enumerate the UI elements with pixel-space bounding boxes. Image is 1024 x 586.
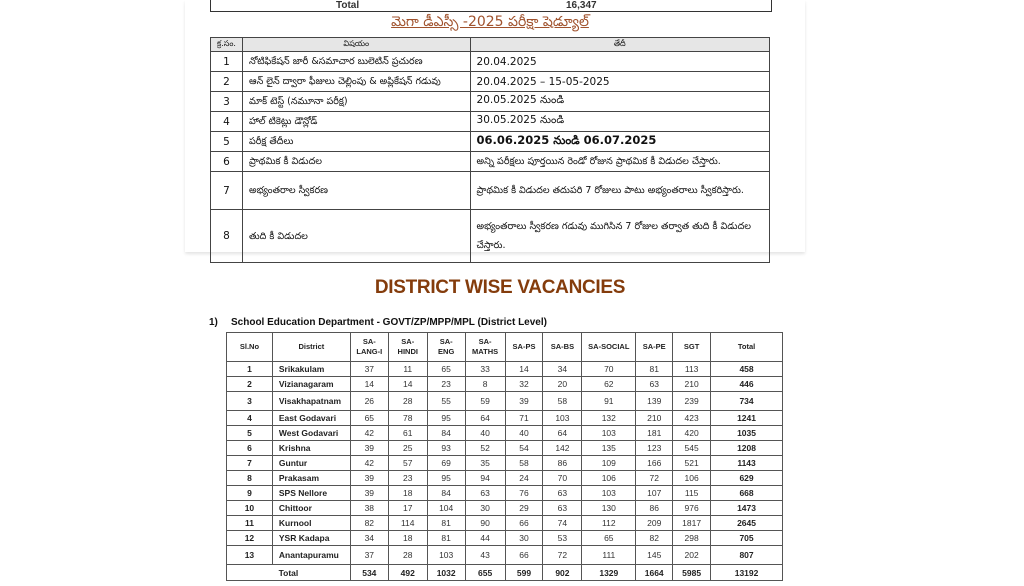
row-date: 20.04.2025 – 15-05-2025 [470, 72, 769, 92]
cell: 82 [350, 516, 388, 531]
district-name: East Godavari [272, 411, 350, 426]
cell: 139 [636, 392, 673, 411]
table-row [227, 411, 783, 426]
district-name: Visakhapatnam [272, 392, 350, 411]
cell: 34 [543, 362, 582, 377]
cell: 23 [388, 471, 427, 486]
district-vacancies-table [226, 332, 783, 581]
district-vacancies-title: DISTRICT WISE VACANCIES [374, 277, 626, 298]
total-cell: 534 [350, 565, 388, 581]
cell: 64 [465, 411, 505, 426]
cell: 12 [227, 531, 273, 546]
total-cell: 902 [543, 565, 582, 581]
cell: 70 [543, 471, 582, 486]
cell: 42 [350, 456, 388, 471]
schedule-row [211, 152, 770, 172]
row-date: 20.04.2025 [470, 52, 769, 72]
cell: 166 [636, 456, 673, 471]
cell: 58 [543, 392, 582, 411]
cell: 103 [582, 486, 636, 501]
cell: 2 [227, 377, 273, 392]
cell: 8 [465, 377, 505, 392]
cell: 130 [582, 501, 636, 516]
cell: 458 [711, 362, 783, 377]
cell: 8 [227, 471, 273, 486]
row-number: 5 [211, 132, 243, 152]
section-number: 1) [209, 317, 218, 328]
cell: 145 [636, 546, 673, 565]
table-row [227, 456, 783, 471]
cell: 545 [673, 441, 711, 456]
cell: 82 [636, 531, 673, 546]
row-date: 20.05.2025 నుండి [470, 92, 769, 112]
cell: 72 [543, 546, 582, 565]
row-subject: ఆన్ లైన్ ద్వారా ఫీజులు చెల్లింపు & అప్లికేషన్ గడువు [242, 72, 470, 92]
cell: 2645 [711, 516, 783, 531]
cell: 4 [227, 411, 273, 426]
cell: 24 [505, 471, 543, 486]
table-row [227, 471, 783, 486]
cell: 28 [388, 392, 427, 411]
cell: 210 [673, 377, 711, 392]
cell: 90 [465, 516, 505, 531]
total-cell: 599 [505, 565, 543, 581]
table-row [227, 441, 783, 456]
schedule-row [211, 52, 770, 72]
row-date: అభ్యంతరాలు స్వీకరణ గడువు ముగిసిన 7 రోజుల తర్వాత తుది కీ విడుదల చేస్తారు. [470, 210, 769, 263]
cell: 123 [636, 441, 673, 456]
schedule-header: క్ర.సం. [211, 38, 243, 52]
column-header: SA-SOCIAL [582, 333, 636, 362]
cell: 106 [582, 471, 636, 486]
column-header: SA-PE [636, 333, 673, 362]
column-header: SA- MATHS [465, 333, 505, 362]
cell: 34 [350, 531, 388, 546]
row-subject: మాక్ టెస్ట్ (నమూనా పరీక్ష) [242, 92, 470, 112]
column-header: District [272, 333, 350, 362]
cell: 64 [543, 426, 582, 441]
row-subject: తుది కీ విడుదల [242, 210, 470, 263]
table-row [227, 392, 783, 411]
cell: 298 [673, 531, 711, 546]
schedule-row [211, 210, 770, 263]
cell: 39 [350, 471, 388, 486]
cell: 142 [543, 441, 582, 456]
cell: 106 [673, 471, 711, 486]
row-number: 2 [211, 72, 243, 92]
table-row [227, 486, 783, 501]
cell: 107 [636, 486, 673, 501]
cell: 69 [427, 456, 465, 471]
row-subject: అభ్యంతరాల స్వీకరణ [242, 172, 470, 210]
total-cell: 655 [465, 565, 505, 581]
cell: 5 [227, 426, 273, 441]
row-date: అన్ని పరీక్షలు పూర్తయిన రెండో రోజున ప్రాథమిక కీ విడుదల చేస్తారు. [470, 152, 769, 172]
cell: 58 [505, 456, 543, 471]
cell: 1035 [711, 426, 783, 441]
cell: 63 [465, 486, 505, 501]
cell: 86 [543, 456, 582, 471]
cell: 11 [227, 516, 273, 531]
cell: 71 [505, 411, 543, 426]
cell: 42 [350, 426, 388, 441]
cell: 705 [711, 531, 783, 546]
previous-total-label: Total [336, 0, 360, 11]
previous-total-value: 16,347 [566, 0, 597, 11]
row-date: ప్రాథమిక కీ విడుదల తదుపరి 7 రోజులు పాటు అభ్యంతరాలు స్వీకరిస్తారు. [470, 172, 769, 210]
cell: 181 [636, 426, 673, 441]
cell: 40 [465, 426, 505, 441]
table-row [227, 426, 783, 441]
cell: 111 [582, 546, 636, 565]
table-row [227, 362, 783, 377]
cell: 43 [465, 546, 505, 565]
district-name: Prakasam [272, 471, 350, 486]
cell: 734 [711, 392, 783, 411]
cell: 91 [582, 392, 636, 411]
schedule-row [211, 172, 770, 210]
cell: 109 [582, 456, 636, 471]
total-label: Total [227, 565, 351, 581]
row-subject: నోటిఫికేషన్ జారీ &సమాచార బులెటిన్ ప్రచురణ [242, 52, 470, 72]
column-header: SGT [673, 333, 711, 362]
cell: 84 [427, 426, 465, 441]
cell: 103 [427, 546, 465, 565]
cell: 74 [543, 516, 582, 531]
cell: 1208 [711, 441, 783, 456]
district-name: Guntur [272, 456, 350, 471]
district-name: Anantapuramu [272, 546, 350, 565]
cell: 95 [427, 471, 465, 486]
cell: 18 [388, 486, 427, 501]
cell: 3 [227, 392, 273, 411]
column-header: Sl.No [227, 333, 273, 362]
row-number: 6 [211, 152, 243, 172]
cell: 132 [582, 411, 636, 426]
cell: 10 [227, 501, 273, 516]
cell: 61 [388, 426, 427, 441]
total-cell: 13192 [711, 565, 783, 581]
cell: 7 [227, 456, 273, 471]
row-date: 30.05.2025 నుండి [470, 112, 769, 132]
cell: 807 [711, 546, 783, 565]
cell: 39 [505, 392, 543, 411]
cell: 44 [465, 531, 505, 546]
cell: 84 [427, 486, 465, 501]
cell: 39 [350, 441, 388, 456]
cell: 37 [350, 546, 388, 565]
cell: 39 [350, 486, 388, 501]
schedule-row [211, 72, 770, 92]
cell: 113 [673, 362, 711, 377]
cell: 114 [388, 516, 427, 531]
cell: 72 [636, 471, 673, 486]
cell: 239 [673, 392, 711, 411]
cell: 115 [673, 486, 711, 501]
cell: 38 [350, 501, 388, 516]
cell: 14 [388, 377, 427, 392]
schedule-row [211, 92, 770, 112]
table-row [227, 516, 783, 531]
cell: 1241 [711, 411, 783, 426]
cell: 30 [465, 501, 505, 516]
column-header: SA-BS [543, 333, 582, 362]
cell: 104 [427, 501, 465, 516]
row-subject: హాల్ టికెట్లు డౌన్లోడ్ [242, 112, 470, 132]
cell: 13 [227, 546, 273, 565]
row-number: 7 [211, 172, 243, 210]
table-row [227, 546, 783, 565]
cell: 86 [636, 501, 673, 516]
cell: 78 [388, 411, 427, 426]
row-number: 8 [211, 210, 243, 263]
cell: 20 [543, 377, 582, 392]
cell: 35 [465, 456, 505, 471]
total-row [227, 565, 783, 581]
cell: 18 [388, 531, 427, 546]
cell: 14 [505, 362, 543, 377]
cell: 65 [582, 531, 636, 546]
cell: 103 [543, 411, 582, 426]
cell: 65 [427, 362, 465, 377]
row-number: 4 [211, 112, 243, 132]
cell: 202 [673, 546, 711, 565]
cell: 976 [673, 501, 711, 516]
cell: 81 [636, 362, 673, 377]
district-name: Vizianagaram [272, 377, 350, 392]
cell: 420 [673, 426, 711, 441]
cell: 112 [582, 516, 636, 531]
cell: 33 [465, 362, 505, 377]
column-header: SA-PS [505, 333, 543, 362]
cell: 95 [427, 411, 465, 426]
cell: 1473 [711, 501, 783, 516]
schedule-row [211, 132, 770, 152]
cell: 446 [711, 377, 783, 392]
cell: 135 [582, 441, 636, 456]
previous-table-total-row [210, 0, 772, 12]
district-name: West Godavari [272, 426, 350, 441]
cell: 81 [427, 531, 465, 546]
cell: 29 [505, 501, 543, 516]
table-row [227, 501, 783, 516]
table-row [227, 531, 783, 546]
total-cell: 1032 [427, 565, 465, 581]
section-title: School Education Department - GOVT/ZP/MPP/MPL (District Level) [231, 317, 547, 328]
cell: 9 [227, 486, 273, 501]
cell: 37 [350, 362, 388, 377]
cell: 26 [350, 392, 388, 411]
cell: 59 [465, 392, 505, 411]
cell: 668 [711, 486, 783, 501]
cell: 66 [505, 546, 543, 565]
cell: 63 [543, 501, 582, 516]
column-header: SA- LANG-I [350, 333, 388, 362]
district-name: SPS Nellore [272, 486, 350, 501]
cell: 11 [388, 362, 427, 377]
district-name: Srikakulam [272, 362, 350, 377]
cell: 210 [636, 411, 673, 426]
district-name: YSR Kadapa [272, 531, 350, 546]
total-cell: 492 [388, 565, 427, 581]
cell: 14 [350, 377, 388, 392]
cell: 6 [227, 441, 273, 456]
row-number: 3 [211, 92, 243, 112]
cell: 423 [673, 411, 711, 426]
total-cell: 1329 [582, 565, 636, 581]
cell: 521 [673, 456, 711, 471]
cell: 629 [711, 471, 783, 486]
total-cell: 1664 [636, 565, 673, 581]
cell: 1817 [673, 516, 711, 531]
cell: 53 [543, 531, 582, 546]
row-number: 1 [211, 52, 243, 72]
row-subject: పరీక్ష తేదీలు [242, 132, 470, 152]
cell: 40 [505, 426, 543, 441]
exam-schedule-table [210, 37, 770, 263]
schedule-title: మెగా డీఎస్సీ -2025 పరీక్షా షెడ్యూల్ [391, 14, 589, 30]
row-date: 06.06.2025 నుండి 06.07.2025 [470, 132, 769, 152]
section-heading [209, 317, 547, 328]
column-header: SA- HINDI [388, 333, 427, 362]
cell: 25 [388, 441, 427, 456]
schedule-header: తేదీ [470, 38, 769, 52]
cell: 1 [227, 362, 273, 377]
total-cell: 5985 [673, 565, 711, 581]
column-header: Total [711, 333, 783, 362]
table-row [227, 377, 783, 392]
district-name: Kurnool [272, 516, 350, 531]
cell: 70 [582, 362, 636, 377]
cell: 63 [543, 486, 582, 501]
schedule-row [211, 112, 770, 132]
cell: 66 [505, 516, 543, 531]
column-header: SA- ENG [427, 333, 465, 362]
district-name: Chittoor [272, 501, 350, 516]
cell: 81 [427, 516, 465, 531]
schedule-header: విషయం [242, 38, 470, 52]
cell: 28 [388, 546, 427, 565]
cell: 62 [582, 377, 636, 392]
cell: 209 [636, 516, 673, 531]
cell: 1143 [711, 456, 783, 471]
cell: 30 [505, 531, 543, 546]
cell: 103 [582, 426, 636, 441]
row-subject: ప్రాథమిక కీ విడుదల [242, 152, 470, 172]
district-name: Krishna [272, 441, 350, 456]
cell: 52 [465, 441, 505, 456]
cell: 65 [350, 411, 388, 426]
cell: 17 [388, 501, 427, 516]
cell: 55 [427, 392, 465, 411]
cell: 94 [465, 471, 505, 486]
cell: 57 [388, 456, 427, 471]
cell: 32 [505, 377, 543, 392]
cell: 54 [505, 441, 543, 456]
cell: 76 [505, 486, 543, 501]
cell: 23 [427, 377, 465, 392]
cell: 63 [636, 377, 673, 392]
cell: 93 [427, 441, 465, 456]
